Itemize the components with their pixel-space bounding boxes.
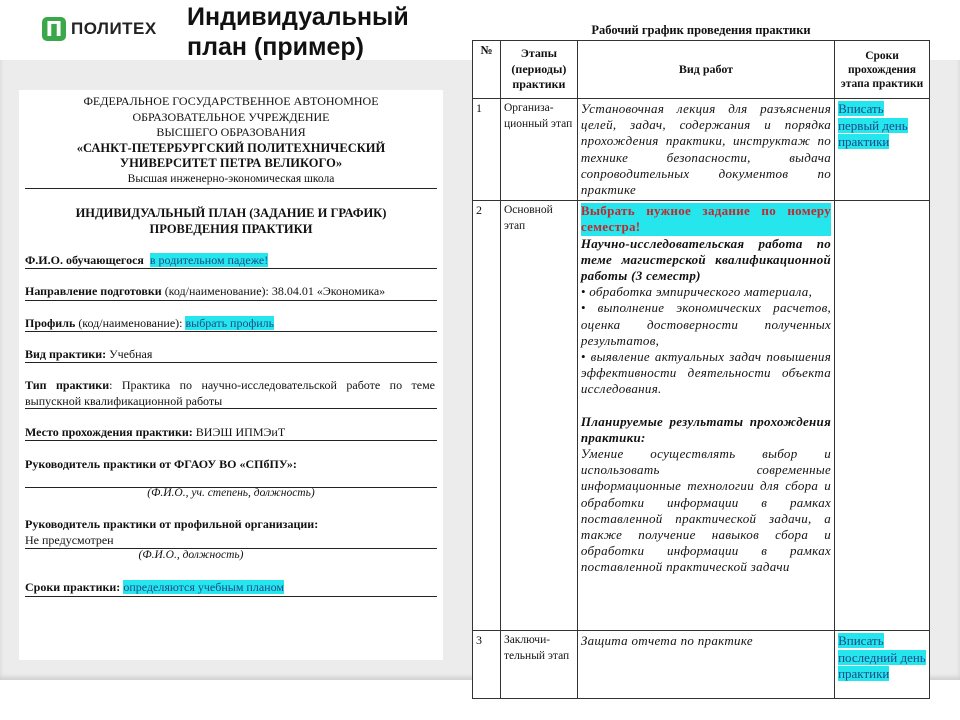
divider [25,331,437,332]
school-line: Высшая инженерно-экономическая школа [127,172,335,185]
org-line: «САНКТ-ПЕТЕРБУРГСКИЙ ПОЛИТЕХНИЧЕСКИЙ [76,140,386,155]
field-value: выбрать профиль [185,316,275,330]
doc-title-line: ПРОВЕДЕНИЯ ПРАКТИКИ [149,222,313,236]
politeh-logo [42,17,157,41]
field-value: определяются учебным планом [123,580,284,594]
divider [25,596,437,597]
column-header: Сроки прохождения этапа практики [835,41,930,99]
field-profile [25,315,435,331]
org-line: ОБРАЗОВАТЕЛЬНОЕ УЧРЕЖДЕНИЕ [132,109,330,124]
divider [25,300,437,301]
term-value: Вписать последний день практики [838,633,926,682]
field-value: : Практика по научно-исследовательской работе по теме выпускной квалификационной работы [25,378,435,408]
title-line-2: план (пример) [187,33,364,61]
row-number: 1 [473,99,501,201]
results-heading: Планируемые результаты прохождения практики: [580,413,832,445]
schedule-title: Рабочий график проведения практики [591,23,811,37]
row-number: 3 [473,631,501,699]
column-header: Этапы (периоды) практики [500,41,577,99]
org-line: ВЫСШЕГО ОБРАЗОВАНИЯ [156,125,306,139]
field-terms [25,579,435,595]
work-note: Выбрать нужное задание по номеру семестра! [580,203,832,235]
org-line: ФЕДЕРАЛЬНОЕ ГОСУДАРСТВЕННОЕ АВТОНОМНОЕ [83,94,379,108]
work-item: • обработка эмпирического материала, [580,284,813,300]
results-text: Умение осуществлять выбор и использовать современные информационные технологии для сбора и обработки информации в рамках поставленной практической задачи, а также получение навыков сбора и обработки информации в рамках поставленной практической задачи [580,446,832,575]
individual-plan-document [19,90,443,660]
term-value: Вписать первый день практики [838,101,908,149]
field-fio [25,252,435,268]
doc-title-line: ИНДИВИДУАЛЬНЫЙ ПЛАН (ЗАДАНИЕ И ГРАФИК) [75,206,387,220]
row-stage: Заключи-тельный этап [500,631,577,699]
row-stage: Организа-ционный этап [500,99,577,201]
field-supervisor-univ [25,456,435,472]
table-row [473,631,930,699]
column-header: Вид работ [577,41,834,99]
field-label: Руководитель практики от ФГАОУ ВО «СПбПУ»: [25,457,297,471]
row-term [835,201,930,631]
divider [25,362,437,363]
divider [25,188,437,189]
field-direction [25,283,435,299]
field-supervisor-org [25,516,435,548]
field-value: 38.04.01 «Экономика» [271,284,386,298]
row-term [835,631,930,699]
field-label: Руководитель практики от профильной организации: [25,517,319,531]
table-row [473,99,930,201]
field-label: Место прохождения практики: [25,425,193,439]
field-label: Ф.И.О. обучающегося [25,253,144,267]
work-item: • выявление актуальных задач повышения эффективности деятельности объекта исследования. [580,349,832,397]
field-label: Сроки практики: [25,580,121,594]
field-note: (код/наименование): [75,316,186,330]
row-work: Установочная лекция для разъяснения целей, задач, содержания и порядка прохождения практики, инструктаж по технике безопасности, выдача сопроводительных документов по практике [577,99,834,201]
table-row [473,201,930,631]
field-value: Не предусмотрен [25,533,114,547]
work-item: • выполнение экономических расчетов, оценка достоверности полученных результатов, [580,300,832,348]
field-value: ВИЭШ ИПМЭиТ [192,425,286,439]
document-title [19,205,443,237]
field-value: Учебная [106,347,153,361]
field-place [25,424,435,440]
field-caption: (Ф.И.О., уч. степень, должность) [147,487,315,499]
row-work [577,201,834,631]
table-header-row [473,41,930,99]
column-header: № [473,41,501,99]
row-work: Защита отчета по практике [577,631,834,699]
field-label: Направление подготовки [25,284,162,298]
row-term [835,99,930,201]
row-number: 2 [473,201,501,631]
field-value: в родительном падеже! [149,253,269,267]
org-line: УНИВЕРСИТЕТ ПЕТРА ВЕЛИКОГО» [119,156,343,170]
title-line-1: Индивидуальный [187,3,409,31]
divider [25,440,437,441]
field-caption: (Ф.И.О., должность) [138,549,244,561]
slide-title [187,2,409,62]
divider [25,408,437,409]
field-note: (код/наименование): [161,284,272,298]
org-name [19,94,443,187]
divider [25,268,437,269]
schedule-table [472,40,930,699]
field-label: Вид практики: [25,347,107,361]
logo-text: ПОЛИТЕХ [71,19,157,38]
logo-mark-icon: П [42,17,66,41]
work-heading: Научно-исследовательская работа по теме магистерской квалификационной работы (3 семестр) [580,235,832,284]
field-type [25,377,435,409]
field-label: Тип практики [25,378,110,392]
row-stage: Основной этап [500,201,577,631]
field-label: Профиль [25,316,76,330]
field-kind [25,346,435,362]
